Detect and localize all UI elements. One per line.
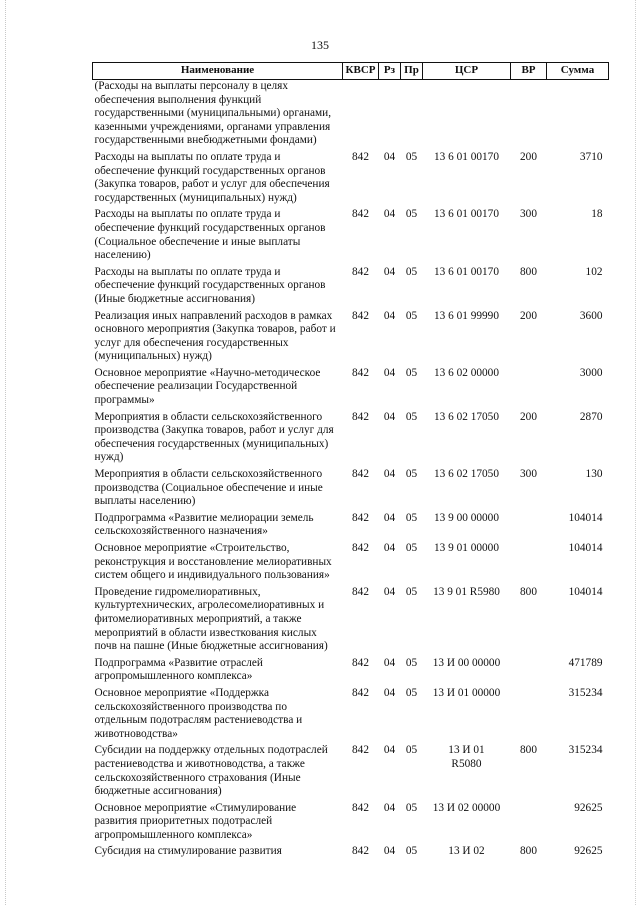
cell-rz: 04 xyxy=(383,150,396,163)
cell-rz: 04 xyxy=(383,265,396,278)
cell-kvsr: 842 xyxy=(352,656,369,669)
cell-rz: 04 xyxy=(383,309,396,322)
cell-csr: 13 6 02 17050 xyxy=(434,468,499,481)
cell-name: Субсидия на стимулирование развития xyxy=(94,845,282,858)
cell-vr: 800 xyxy=(520,744,537,757)
cell-rz: 04 xyxy=(383,410,396,423)
cell-pr xyxy=(401,80,423,151)
cell-name: Основное мероприятие «Строительство, реконструкция и восстановление мелиоративных систем общего и индивидуального пользования» xyxy=(94,542,332,582)
cell-name: Мероприятия в области сельскохозяйственного производства (Социальное обеспечение и иные выплаты населению) xyxy=(94,468,323,508)
table-header xyxy=(93,63,609,80)
table-row xyxy=(93,411,609,468)
cell-rz: 04 xyxy=(383,656,396,669)
table-row xyxy=(93,367,609,411)
cell-sum xyxy=(547,80,609,151)
header-rz: Рз xyxy=(379,63,401,80)
cell-pr: 05 xyxy=(405,585,418,598)
cell-vr xyxy=(511,657,547,687)
cell-csr: 13 6 02 00000 xyxy=(434,366,499,379)
cell-rz: 04 xyxy=(383,511,396,524)
cell-csr: 13 9 01 00000 xyxy=(434,542,499,554)
table-row xyxy=(93,80,609,151)
cell-vr xyxy=(511,542,547,586)
cell-name: Мероприятия в области сельскохозяйственного производства (Закупка товаров, работ и услуг для обеспечения государственных (муниципальных) нужд) xyxy=(94,410,334,464)
cell-rz: 04 xyxy=(383,208,396,221)
scan-edge-left xyxy=(5,0,6,905)
cell-vr xyxy=(511,80,547,151)
cell-kvsr: 842 xyxy=(352,686,369,699)
cell-vr: 800 xyxy=(520,585,537,598)
cell-kvsr: 842 xyxy=(352,410,369,423)
cell-rz: 04 xyxy=(383,585,396,598)
cell-csr: 13 И 01 R5080 xyxy=(448,744,485,770)
cell-kvsr: 842 xyxy=(352,585,369,598)
cell-pr: 05 xyxy=(405,656,418,669)
header-vr: ВР xyxy=(511,63,547,80)
cell-pr: 05 xyxy=(405,265,418,278)
cell-sum: 92625 xyxy=(574,845,603,858)
cell-vr xyxy=(511,802,547,846)
cell-rz: 04 xyxy=(383,542,396,554)
cell-sum: 104014 xyxy=(568,511,603,524)
cell-name: Подпрограмма «Развитие отраслей агропромышленного комплекса» xyxy=(94,656,263,683)
header-name: Наименование xyxy=(93,63,343,80)
cell-kvsr: 842 xyxy=(352,366,369,379)
cell-csr: 13 И 00 00000 xyxy=(432,656,501,669)
cell-vr xyxy=(511,687,547,744)
table-row xyxy=(93,687,609,744)
cell-pr: 05 xyxy=(405,845,418,858)
cell-csr xyxy=(423,80,511,151)
cell-sum: 92625 xyxy=(574,801,603,814)
cell-csr: 13 И 01 00000 xyxy=(432,686,501,699)
cell-name: Основное мероприятие «Научно-методическое обеспечение реализации Государственной программы» xyxy=(94,366,321,407)
cell-kvsr: 842 xyxy=(352,511,369,524)
cell-pr: 05 xyxy=(405,542,418,554)
cell-kvsr: 842 xyxy=(352,845,369,858)
cell-kvsr: 842 xyxy=(352,309,369,322)
table-row xyxy=(93,310,609,367)
header-sum: Сумма xyxy=(547,63,609,80)
cell-pr: 05 xyxy=(405,511,418,524)
cell-kvsr: 842 xyxy=(352,208,369,221)
cell-rz: 04 xyxy=(383,744,396,757)
cell-csr: 13 И 02 00000 xyxy=(432,801,501,814)
cell-pr: 05 xyxy=(405,801,418,814)
cell-rz: 04 xyxy=(383,801,396,814)
cell-csr: 13 6 01 00170 xyxy=(434,265,499,278)
cell-sum: 471789 xyxy=(568,656,603,669)
cell-sum: 315234 xyxy=(568,744,603,757)
table-row xyxy=(93,208,609,265)
header-kvsr: КВСР xyxy=(343,63,379,80)
cell-rz: 04 xyxy=(383,468,396,481)
scan-edge-right xyxy=(635,0,636,905)
cell-name: Субсидии на поддержку отдельных подотраслей растениеводства и животноводства, а также сельскохозяйственного страхования (Иные бюджетные ассигнования) xyxy=(94,744,328,798)
cell-pr: 05 xyxy=(405,309,418,322)
cell-csr: 13 9 00 00000 xyxy=(434,511,499,524)
cell-rz: 04 xyxy=(383,845,396,858)
cell-csr: 13 6 02 17050 xyxy=(434,410,499,423)
cell-vr: 200 xyxy=(520,309,537,322)
cell-csr: 13 9 01 R5980 xyxy=(433,585,500,598)
cell-pr: 05 xyxy=(405,366,418,379)
table-row xyxy=(93,744,609,801)
cell-name: Проведение гидромелиоративных, культуртехнических, агролесомелиоративных и фитомелиоративных мероприятий, а также мероприятий в области известкования кислых почв на пашне (Иные бюджетные ассигнования) xyxy=(94,585,328,653)
cell-name: (Расходы на выплаты персоналу в целях обеспечения выполнения функций государственными (муниципальными) органами, казенными учреждениями, органами управления государственными внебюджетными фондами) xyxy=(94,80,332,147)
cell-vr: 300 xyxy=(520,208,537,221)
cell-name: Основное мероприятие «Стимулирование развития приоритетных подотраслей агропромышленного комплекса» xyxy=(94,801,297,841)
cell-vr: 800 xyxy=(520,265,537,278)
cell-rz: 04 xyxy=(383,366,396,379)
cell-sum: 18 xyxy=(591,208,603,221)
table-row xyxy=(93,657,609,687)
header-row xyxy=(93,63,609,80)
header-pr: Пр xyxy=(401,63,423,80)
cell-sum: 130 xyxy=(585,468,603,481)
cell-name: Подпрограмма «Развитие мелиорации земель сельскохозяйственного назначения» xyxy=(94,511,314,538)
table-row xyxy=(93,542,609,586)
cell-csr: 13 6 01 00170 xyxy=(434,208,499,221)
table-row xyxy=(93,468,609,512)
cell-vr: 200 xyxy=(520,150,537,163)
cell-vr xyxy=(511,512,547,542)
cell-sum: 315234 xyxy=(568,686,603,699)
table-row xyxy=(93,802,609,846)
budget-table xyxy=(92,62,609,862)
cell-kvsr: 842 xyxy=(352,150,369,163)
cell-kvsr xyxy=(343,80,379,151)
cell-pr: 05 xyxy=(405,686,418,699)
cell-name: Расходы на выплаты по оплате труда и обеспечение функций государственных органов (Иные бюджетные ассигнования) xyxy=(94,265,326,305)
cell-pr: 05 xyxy=(405,744,418,757)
cell-pr: 05 xyxy=(405,468,418,481)
cell-kvsr: 842 xyxy=(352,801,369,814)
cell-sum: 2870 xyxy=(579,410,603,423)
cell-rz xyxy=(379,80,401,151)
cell-csr: 13 И 02 xyxy=(448,845,485,858)
cell-csr: 13 6 01 00170 xyxy=(434,150,499,163)
cell-name: Расходы на выплаты по оплате труда и обеспечение функций государственных органов (Социальное обеспечение и иные выплаты населению) xyxy=(94,208,326,262)
cell-vr xyxy=(511,367,547,411)
table-row xyxy=(93,151,609,208)
cell-pr: 05 xyxy=(405,410,418,423)
cell-pr: 05 xyxy=(405,208,418,221)
cell-sum: 3600 xyxy=(579,309,603,322)
table-row xyxy=(93,266,609,310)
cell-sum: 3710 xyxy=(579,150,603,163)
cell-vr: 300 xyxy=(520,468,537,481)
table-body xyxy=(93,80,609,863)
cell-kvsr: 842 xyxy=(352,468,369,481)
cell-rz: 04 xyxy=(383,686,396,699)
cell-vr: 200 xyxy=(520,410,537,423)
cell-csr: 13 6 01 99990 xyxy=(434,309,499,322)
header-csr: ЦСР xyxy=(423,63,511,80)
page-number: 135 xyxy=(311,38,329,52)
table-row xyxy=(93,586,609,657)
cell-kvsr: 842 xyxy=(352,542,369,554)
cell-name: Основное мероприятие «Поддержка сельскохозяйственного производства по отдельным подотраслям растениеводства и животноводства» xyxy=(94,686,303,740)
cell-sum: 3000 xyxy=(579,366,603,379)
table-row xyxy=(93,845,609,862)
cell-vr: 800 xyxy=(520,845,537,858)
cell-kvsr: 842 xyxy=(352,744,369,757)
cell-kvsr: 842 xyxy=(352,265,369,278)
cell-name: Расходы на выплаты по оплате труда и обеспечение функций государственных органов (Закупка товаров, работ и услуг для обеспечения государственных (муниципальных) нужд) xyxy=(94,150,330,204)
table-row xyxy=(93,512,609,542)
cell-pr: 05 xyxy=(405,150,418,163)
cell-sum: 104014 xyxy=(568,542,603,554)
budget-table-container xyxy=(92,62,608,862)
cell-sum: 102 xyxy=(585,265,603,278)
cell-sum: 104014 xyxy=(568,585,603,598)
cell-name: Реализация иных направлений расходов в рамках основного мероприятия (Закупка товаров, работ и услуг для обеспечения государственных (муниципальных) нужд) xyxy=(94,309,336,363)
